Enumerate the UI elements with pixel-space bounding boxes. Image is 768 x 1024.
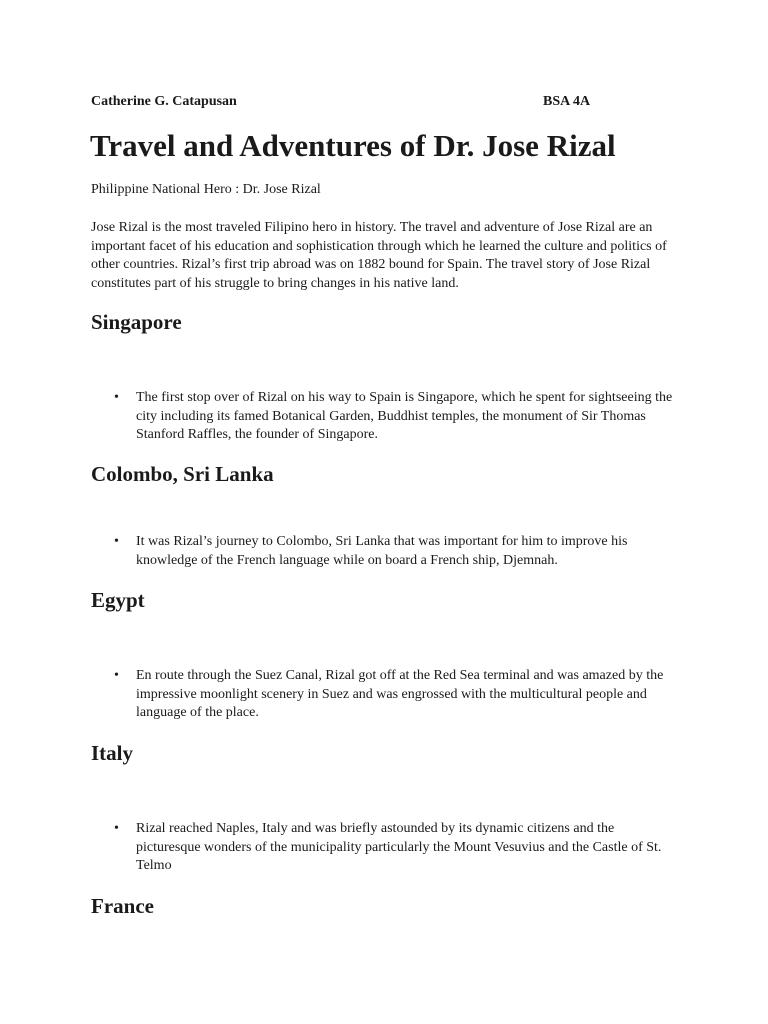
course-section: BSA 4A <box>543 94 591 109</box>
section-heading-italy: Italy <box>91 741 133 765</box>
bullet-icon: • <box>114 821 119 836</box>
bullet-item-egypt <box>114 667 674 723</box>
bullet-item-singapore <box>114 389 674 445</box>
bullet-text: It was Rizal’s journey to Colombo, Sri Lanka that was important for him to improve his knowledge of the French language while on board a French ship, Djemnah. <box>136 534 628 568</box>
bullet-item-italy <box>114 820 674 876</box>
author-name: Catherine G. Catapusan <box>91 94 237 109</box>
bullet-icon: • <box>114 534 119 549</box>
section-heading-france: France <box>91 894 154 918</box>
bullet-text: Rizal reached Naples, Italy and was briefly astounded by its dynamic citizens and the picturesque wonders of the municipality particularly the Mount Vesuvius and the Castle of St. Telmo <box>136 821 662 873</box>
document-header <box>91 94 611 112</box>
section-heading-singapore: Singapore <box>91 310 182 334</box>
bullet-icon: • <box>114 668 119 683</box>
bullet-icon: • <box>114 390 119 405</box>
intro-paragraph: Jose Rizal is the most traveled Filipino hero in history. The travel and adventure of Jose Rizal are an important facet of his education and sophistication through which he learned the culture and politics of other countries. Rizal’s first trip abroad was on 1882 bound for Spain. The travel story of Jose Rizal constitutes part of his struggle to bring changes in his native land. <box>91 220 667 291</box>
bullet-item-colombo <box>114 533 674 570</box>
section-heading-egypt: Egypt <box>91 588 145 612</box>
section-heading-colombo: Colombo, Sri Lanka <box>91 462 274 486</box>
document-title: Travel and Adventures of Dr. Jose Rizal <box>90 128 616 163</box>
bullet-text: En route through the Suez Canal, Rizal got off at the Red Sea terminal and was amazed by the impressive moonlight scenery in Suez and was engrossed with the multicultural people and language of the place. <box>136 668 664 720</box>
document-subtitle: Philippine National Hero : Dr. Jose Rizal <box>91 182 321 197</box>
bullet-text: The first stop over of Rizal on his way to Spain is Singapore, which he spent for sightseeing the city including its famed Botanical Garden, Buddhist temples, the monument of Sir Thomas Stanford Raffles, the founder of Singapore. <box>136 390 673 442</box>
